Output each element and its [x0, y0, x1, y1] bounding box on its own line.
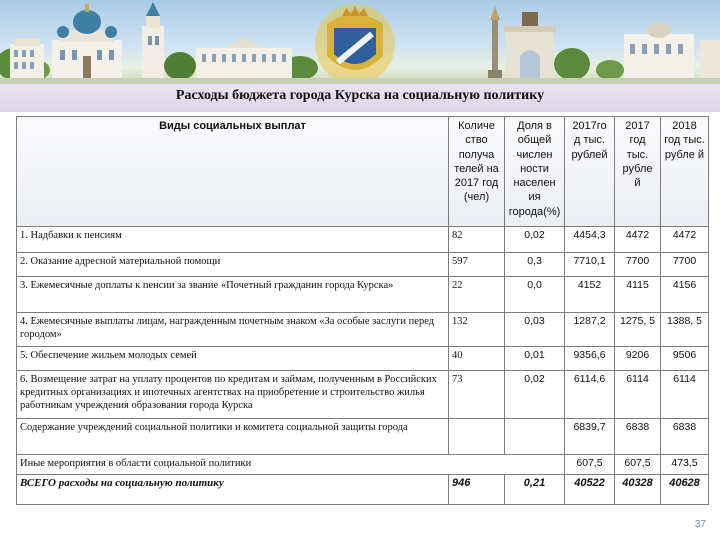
row-value-2018: 4156: [661, 277, 709, 313]
header-2018-rub: 2018 год тыс. рубле й: [661, 117, 709, 227]
row-value-2017a: 7710,1: [565, 253, 615, 277]
row-value-2017b: 7700: [615, 253, 661, 277]
table-row: [17, 253, 709, 277]
row-count: 22: [449, 277, 505, 313]
total-share: 0,21: [505, 475, 565, 505]
row-share: 0,01: [505, 347, 565, 371]
row-name: 5. Обеспечение жильем молодых семей: [17, 347, 449, 371]
row-share: 0,3: [505, 253, 565, 277]
row-value-2017b: 6114: [615, 371, 661, 419]
table-row: [17, 313, 709, 347]
row-value-2018: 1388, 5: [661, 313, 709, 347]
city-skyline-image: [0, 0, 720, 84]
table-row-total: [17, 475, 709, 505]
row-value-2018: 4472: [661, 227, 709, 253]
row-value-2018: 7700: [661, 253, 709, 277]
row-share: 0,02: [505, 227, 565, 253]
row-count: [449, 419, 505, 455]
row-name: Иные мероприятия в области социальной политики: [17, 455, 565, 475]
row-name: 1. Надбавки к пенсиям: [17, 227, 449, 253]
header-banner: [0, 0, 720, 84]
table-row: [17, 371, 709, 419]
row-name: Содержание учреждений социальной политики и комитета социальной защиты города: [17, 419, 449, 455]
total-value-2018: 40628: [661, 475, 709, 505]
monument-column-icon: [488, 6, 502, 80]
table-row: [17, 227, 709, 253]
row-count: 82: [449, 227, 505, 253]
page-number: 37: [694, 519, 706, 530]
row-share: 0,0: [505, 277, 565, 313]
header-2017-rub-a: 2017го д тыс. рублей: [565, 117, 615, 227]
row-value-2017b: 1275, 5: [615, 313, 661, 347]
building-icon: [624, 22, 720, 80]
total-value-2017a: 40522: [565, 475, 615, 505]
table-row: [17, 277, 709, 313]
total-count: 946: [449, 475, 505, 505]
page-title: Расходы бюджета города Курска на социальную политику: [175, 88, 545, 103]
header-population-share: Доля в общей числен ности населен ия города(%): [505, 117, 565, 227]
row-name: 6. Возмещение затрат на уплату процентов по кредитам и займам, полученным в Российских кредитных организациях и ипотечных агентствах на приобретение и строительство жилья работникам учреждения образования города Курска: [17, 371, 449, 419]
row-value-2017a: 4152: [565, 277, 615, 313]
row-share: [505, 419, 565, 455]
header-recipient-count: Количе ство получа телей на 2017 год (чел): [449, 117, 505, 227]
row-value-2017b: 4472: [615, 227, 661, 253]
row-value-2017a: 1287,2: [565, 313, 615, 347]
row-value-2017b: 4115: [615, 277, 661, 313]
row-value-2017a: 607,5: [565, 455, 615, 475]
header-2017-rub-b: 2017 год тыс. рубле й: [615, 117, 661, 227]
row-value-2018: 9506: [661, 347, 709, 371]
total-label: ВСЕГО расходы на социальную политику: [17, 475, 449, 505]
cathedral-icon: [52, 4, 122, 80]
building-icon: [10, 38, 44, 78]
row-share: 0,02: [505, 371, 565, 419]
row-count: 40: [449, 347, 505, 371]
row-name: 2. Оказание адресной материальной помощи: [17, 253, 449, 277]
table-row: [17, 419, 709, 455]
row-value-2018: 473,5: [661, 455, 709, 475]
row-count: 73: [449, 371, 505, 419]
row-value-2017a: 9356,6: [565, 347, 615, 371]
coat-of-arms-crest-icon: [315, 4, 395, 84]
row-name: 4. Ежемесячные выплаты лицам, награжденным почетным знаком «За особые заслуги перед городом»: [17, 313, 449, 347]
building-icon: [196, 38, 292, 80]
table-row-other: [17, 455, 709, 475]
row-name: 3. Ежемесячные доплаты к пенсии за звание «Почетный гражданин города Курска»: [17, 277, 449, 313]
row-count: 132: [449, 313, 505, 347]
bell-tower-icon: [142, 2, 164, 80]
row-value-2017a: 4454,3: [565, 227, 615, 253]
header-payment-type: Виды социальных выплат: [17, 117, 449, 227]
row-value-2017a: 6114,6: [565, 371, 615, 419]
row-value-2018: 6838: [661, 419, 709, 455]
row-value-2017b: 6838: [615, 419, 661, 455]
row-count: 597: [449, 253, 505, 277]
row-value-2017a: 6839,7: [565, 419, 615, 455]
row-share: 0,03: [505, 313, 565, 347]
budget-table: [16, 116, 709, 505]
table-row: [17, 347, 709, 371]
triumphal-arch-icon: [504, 12, 556, 80]
total-value-2017b: 40328: [615, 475, 661, 505]
row-value-2017b: 607,5: [615, 455, 661, 475]
table-header-row: [17, 117, 709, 227]
row-value-2017b: 9206: [615, 347, 661, 371]
row-value-2018: 6114: [661, 371, 709, 419]
